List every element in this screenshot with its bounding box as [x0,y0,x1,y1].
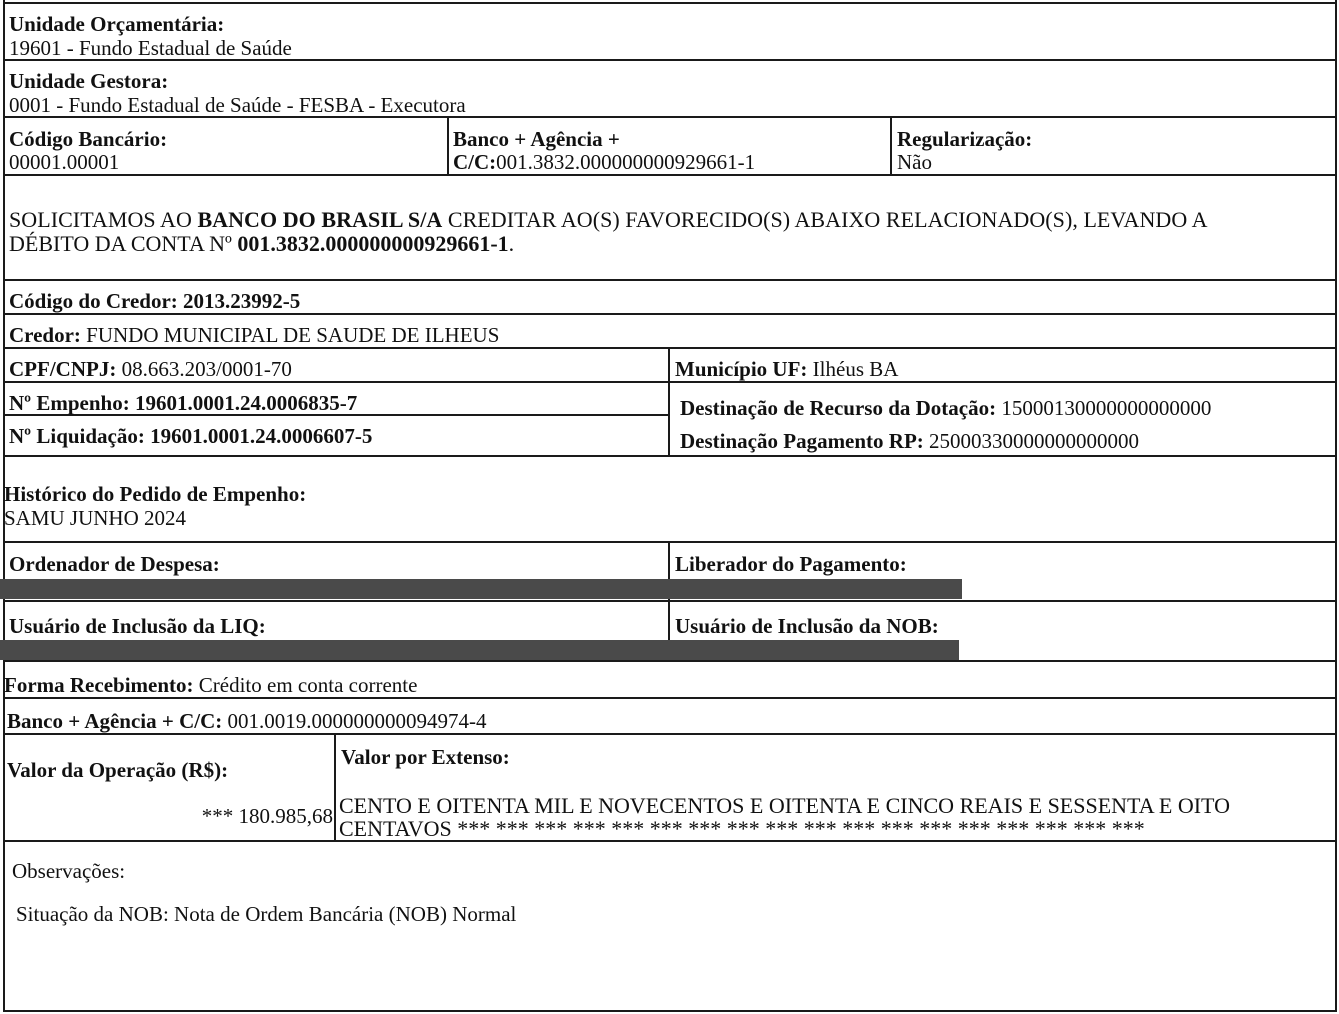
liquidacao-value: 19601.0001.24.0006607-5 [150,424,373,448]
divider [3,541,1337,543]
credor-label: Credor: [9,323,81,347]
cpf-cnpj-label: CPF/CNPJ: [9,357,117,381]
liquidacao-label: Nº Liquidação: [9,424,145,448]
divider [3,660,1337,662]
historico-value: SAMU JUNHO 2024 [4,506,187,530]
banco-agencia-credor-value: 001.0019.000000000094974-4 [227,709,487,733]
solicitacao-bank: BANCO DO BRASIL S/A [197,207,443,232]
cpf-cnpj-value: 08.663.203/0001-70 [121,357,292,381]
codigo-bancario-value: 00001.00001 [9,150,120,174]
codigo-credor-value: 2013.23992-5 [183,289,301,313]
forma-recebimento-label: Forma Recebimento: [4,673,194,697]
solicitacao-text: DÉBITO DA CONTA Nº [9,231,238,256]
divider [3,697,1337,699]
divider [3,347,1337,349]
divider [3,279,1337,281]
divider [668,347,670,457]
empenho-value: 19601.0001.24.0006835-7 [134,391,358,415]
valor-extenso-line-2: CENTAVOS *** *** *** *** *** *** *** *** *** *** *** *** *** *** *** *** *** *** [339,816,1145,841]
valor-extenso-line-1: CENTO E OITENTA MIL E NOVECENTOS E OITENTA E CINCO REAIS E SESSENTA E OITO [339,793,1230,818]
banco-agencia-cc-label: C/C: [453,150,497,174]
liquidacao [9,424,372,448]
solicitacao-text: . [508,231,515,256]
unidade-gestora-value: 0001 - Fundo Estadual de Saúde - FESBA - Executora [9,93,466,117]
valor-extenso-label: Valor por Extenso: [341,745,510,769]
solicitacao-account: 001.3832.000000000929661-1 [237,231,509,256]
banco-agencia-credor [7,709,487,733]
divider [3,313,1337,315]
ordenador-label: Ordenador de Despesa: [9,552,220,576]
banco-agencia-line [453,150,755,174]
solicitacao-text: CREDITAR AO(S) FAVORECIDO(S) ABAIXO RELACIONADO(S), LEVANDO A [442,207,1208,232]
empenho-label: Nº Empenho: [9,391,130,415]
unidade-orcamentaria-label: Unidade Orçamentária: [9,12,225,36]
divider [3,600,1337,602]
valor-operacao-value: *** 180.985,68 [201,804,333,828]
divider [3,174,1337,176]
regularizacao-label: Regularização: [897,127,1033,151]
redaction-bar [0,640,959,660]
frame-top-border [3,2,1337,4]
valor-operacao-label: Valor da Operação (R$): [7,758,229,782]
divider [334,733,336,841]
redaction-bar [0,579,962,599]
codigo-credor [9,289,300,313]
divider [3,733,1337,735]
codigo-bancario-label: Código Bancário: [9,127,168,151]
forma-recebimento-value: Crédito em conta corrente [198,673,418,697]
usuario-liq-label: Usuário de Inclusão da LIQ: [9,614,266,638]
divider [447,116,449,175]
usuario-nob-label: Usuário de Inclusão da NOB: [675,614,939,638]
cpf-cnpj [9,357,292,381]
destinacao-pagamento-value: 25000330000000000000 [929,429,1140,453]
banco-agencia-credor-label: Banco + Agência + C/C: [7,709,223,733]
credor-value: FUNDO MUNICIPAL DE SAUDE DE ILHEUS [86,323,500,347]
credor [9,323,499,347]
divider [3,381,1337,383]
unidade-orcamentaria-value: 19601 - Fundo Estadual de Saúde [9,36,292,60]
municipio-value: Ilhéus BA [812,357,899,381]
banco-agencia-value: 001.3832.000000000929661-1 [496,150,756,174]
municipio [675,357,898,381]
destinacao-recurso [680,396,1211,420]
situacao-nob: Situação da NOB: Nota de Ordem Bancária (NOB) Normal [16,902,517,926]
historico-label: Histórico do Pedido de Empenho: [4,482,307,506]
divider [890,116,892,175]
forma-recebimento [4,673,417,697]
regularizacao-value: Não [897,150,932,174]
destinacao-recurso-label: Destinação de Recurso da Dotação: [680,396,997,420]
banco-agencia-label: Banco + Agência + [453,127,620,151]
frame-bottom-border [3,1010,1337,1012]
municipio-label: Município UF: [675,357,808,381]
frame-right-border [1335,0,1337,1012]
observacoes-label: Observações: [12,859,126,883]
codigo-credor-label: Código do Credor: [9,289,178,313]
divider [3,455,1337,457]
destinacao-pagamento [680,429,1139,453]
solicitacao-text: SOLICITAMOS AO [9,207,198,232]
unidade-gestora-label: Unidade Gestora: [9,69,169,93]
empenho [9,391,357,415]
destinacao-pagamento-label: Destinação Pagamento RP: [680,429,924,453]
destinacao-recurso-value: 15000130000000000000 [1001,396,1212,420]
liberador-label: Liberador do Pagamento: [675,552,907,576]
solicitacao-line-1 [9,208,1208,232]
solicitacao-line-2 [9,232,514,256]
